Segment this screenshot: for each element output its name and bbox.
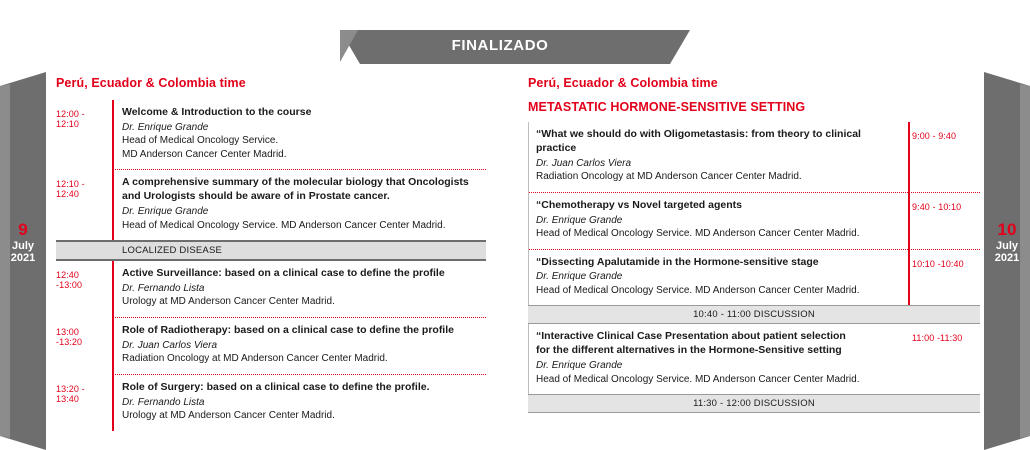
agenda-row	[528, 122, 980, 192]
session-body	[112, 170, 486, 240]
session-affiliation-line1: Head of Medical Oncology Service. MD Anderson Cancer Center Madrid.	[536, 284, 860, 296]
session-affiliation-line1: Head of Medical Oncology Service. MD Anderson Cancer Center Madrid.	[122, 219, 446, 231]
session-body	[112, 375, 486, 431]
agenda-list-day1	[56, 100, 486, 431]
agenda-row	[56, 100, 486, 169]
session-body	[528, 122, 902, 192]
session-affiliation-line1: Head of Medical Oncology Service.	[122, 135, 279, 147]
section-bar-localized-disease: LOCALIZED DISEASE	[56, 240, 486, 261]
session-affiliation-line1: Urology at MD Anderson Cancer Center Madrid.	[122, 410, 335, 422]
session-time: 13:20 - 13:40	[56, 383, 85, 404]
session-affiliation-line1: Radiation Oncology at MD Anderson Cancer Center Madrid.	[536, 171, 802, 183]
agenda-column-day1	[56, 76, 486, 431]
session-title: Role of Surgery: based on a clinical case to define the profile.	[122, 380, 430, 393]
date-month-right: July	[995, 239, 1018, 252]
session-affiliation-line1: Urology at MD Anderson Cancer Center Madrid.	[122, 296, 335, 308]
session-time: 10:10 -10:40	[912, 258, 964, 269]
date-stack-right	[984, 220, 1030, 265]
discussion-bar-1: 10:40 - 11:00 DISCUSSION	[528, 305, 980, 324]
session-title-line1: “Interactive Clinical Case Presentation about patient selection	[536, 330, 846, 343]
status-banner	[340, 30, 690, 66]
date-tab-right	[984, 72, 1030, 450]
session-speaker: Dr. Juan Carlos Viera	[122, 339, 218, 351]
agenda-row	[528, 193, 980, 249]
date-month-left: July	[11, 239, 34, 252]
session-speaker: Dr. Enrique Grande	[122, 121, 209, 133]
session-title-line1: A comprehensive summary of the molecular biology that Oncologists	[122, 176, 469, 189]
timezone-title-left: Perú, Ecuador & Colombia time	[56, 76, 246, 90]
timeline-rule-right-grey	[528, 122, 529, 413]
session-time: 9:40 - 10:10	[912, 201, 962, 212]
agenda-list-day2	[528, 122, 980, 413]
session-title: “Chemotherapy vs Novel targeted agents	[536, 198, 742, 211]
session-time: 12:40 -13:00	[56, 270, 83, 291]
session-title: “What we should do with Oligometastasis: from theory to clinical practice	[536, 128, 861, 154]
session-speaker: Dr. Enrique Grande	[536, 214, 623, 226]
date-day-right: 10	[997, 220, 1017, 239]
session-time: 13:00 -13:20	[56, 326, 83, 347]
session-title-line2: and Urologists should be aware of in Prostate cancer.	[122, 190, 390, 203]
session-body	[528, 250, 902, 306]
session-affiliation-line1: Radiation Oncology at MD Anderson Cancer Center Madrid.	[122, 353, 388, 365]
section-heading-metastatic: METASTATIC HORMONE-SENSITIVE SETTING	[528, 100, 806, 114]
status-badge: FINALIZADO	[451, 37, 549, 54]
date-day-left: 9	[18, 220, 28, 239]
discussion-bar-2: 11:30 - 12:00 DISCUSSION	[528, 394, 980, 413]
session-affiliation-line1: Head of Medical Oncology Service. MD Anderson Cancer Center Madrid.	[536, 228, 860, 240]
session-speaker: Dr. Enrique Grande	[536, 360, 623, 372]
timeline-rule-right-red	[908, 122, 910, 307]
agenda-row	[56, 375, 486, 431]
session-title: Active Surveillance: based on a clinical case to define the profile	[122, 267, 445, 280]
session-speaker: Dr. Juan Carlos Viera	[536, 157, 632, 169]
session-affiliation-line2: MD Anderson Cancer Center Madrid.	[122, 148, 287, 160]
agenda-row	[56, 318, 486, 374]
session-time: 12:10 - 12:40	[56, 179, 85, 200]
agenda-row	[528, 324, 980, 394]
session-title: “Dissecting Apalutamide in the Hormone-sensitive stage	[536, 255, 819, 268]
date-year-right: 2021	[994, 252, 1020, 265]
agenda-column-day2	[528, 76, 980, 413]
session-time: 12:00 - 12:10	[56, 109, 85, 129]
date-stack-left	[0, 220, 46, 265]
date-tab-left	[0, 72, 46, 450]
session-body	[112, 318, 486, 374]
session-body	[528, 193, 902, 249]
session-speaker: Dr. Fernando Lista	[122, 396, 205, 408]
agenda-row	[56, 170, 486, 240]
session-time: 9:00 - 9:40	[912, 131, 957, 141]
session-body	[528, 324, 902, 394]
timezone-title-right: Perú, Ecuador & Colombia time	[528, 76, 718, 90]
session-body	[112, 100, 486, 169]
session-title: Role of Radiotherapy: based on a clinical case to define the profile	[122, 323, 454, 336]
session-affiliation-line1: Head of Medical Oncology Service. MD Anderson Cancer Center Madrid.	[536, 373, 860, 385]
date-year-left: 2021	[10, 252, 36, 265]
agenda-row	[528, 250, 980, 306]
session-title: Welcome & Introduction to the course	[122, 106, 312, 118]
agenda-row	[56, 261, 486, 317]
session-body	[112, 261, 486, 317]
session-title-line2: for the different alternatives in the Hormone-Sensitive setting	[536, 344, 842, 357]
session-speaker: Dr. Fernando Lista	[122, 282, 205, 294]
session-speaker: Dr. Enrique Grande	[536, 271, 623, 283]
session-speaker: Dr. Enrique Grande	[122, 206, 209, 218]
session-time: 11:00 -11:30	[912, 333, 963, 344]
